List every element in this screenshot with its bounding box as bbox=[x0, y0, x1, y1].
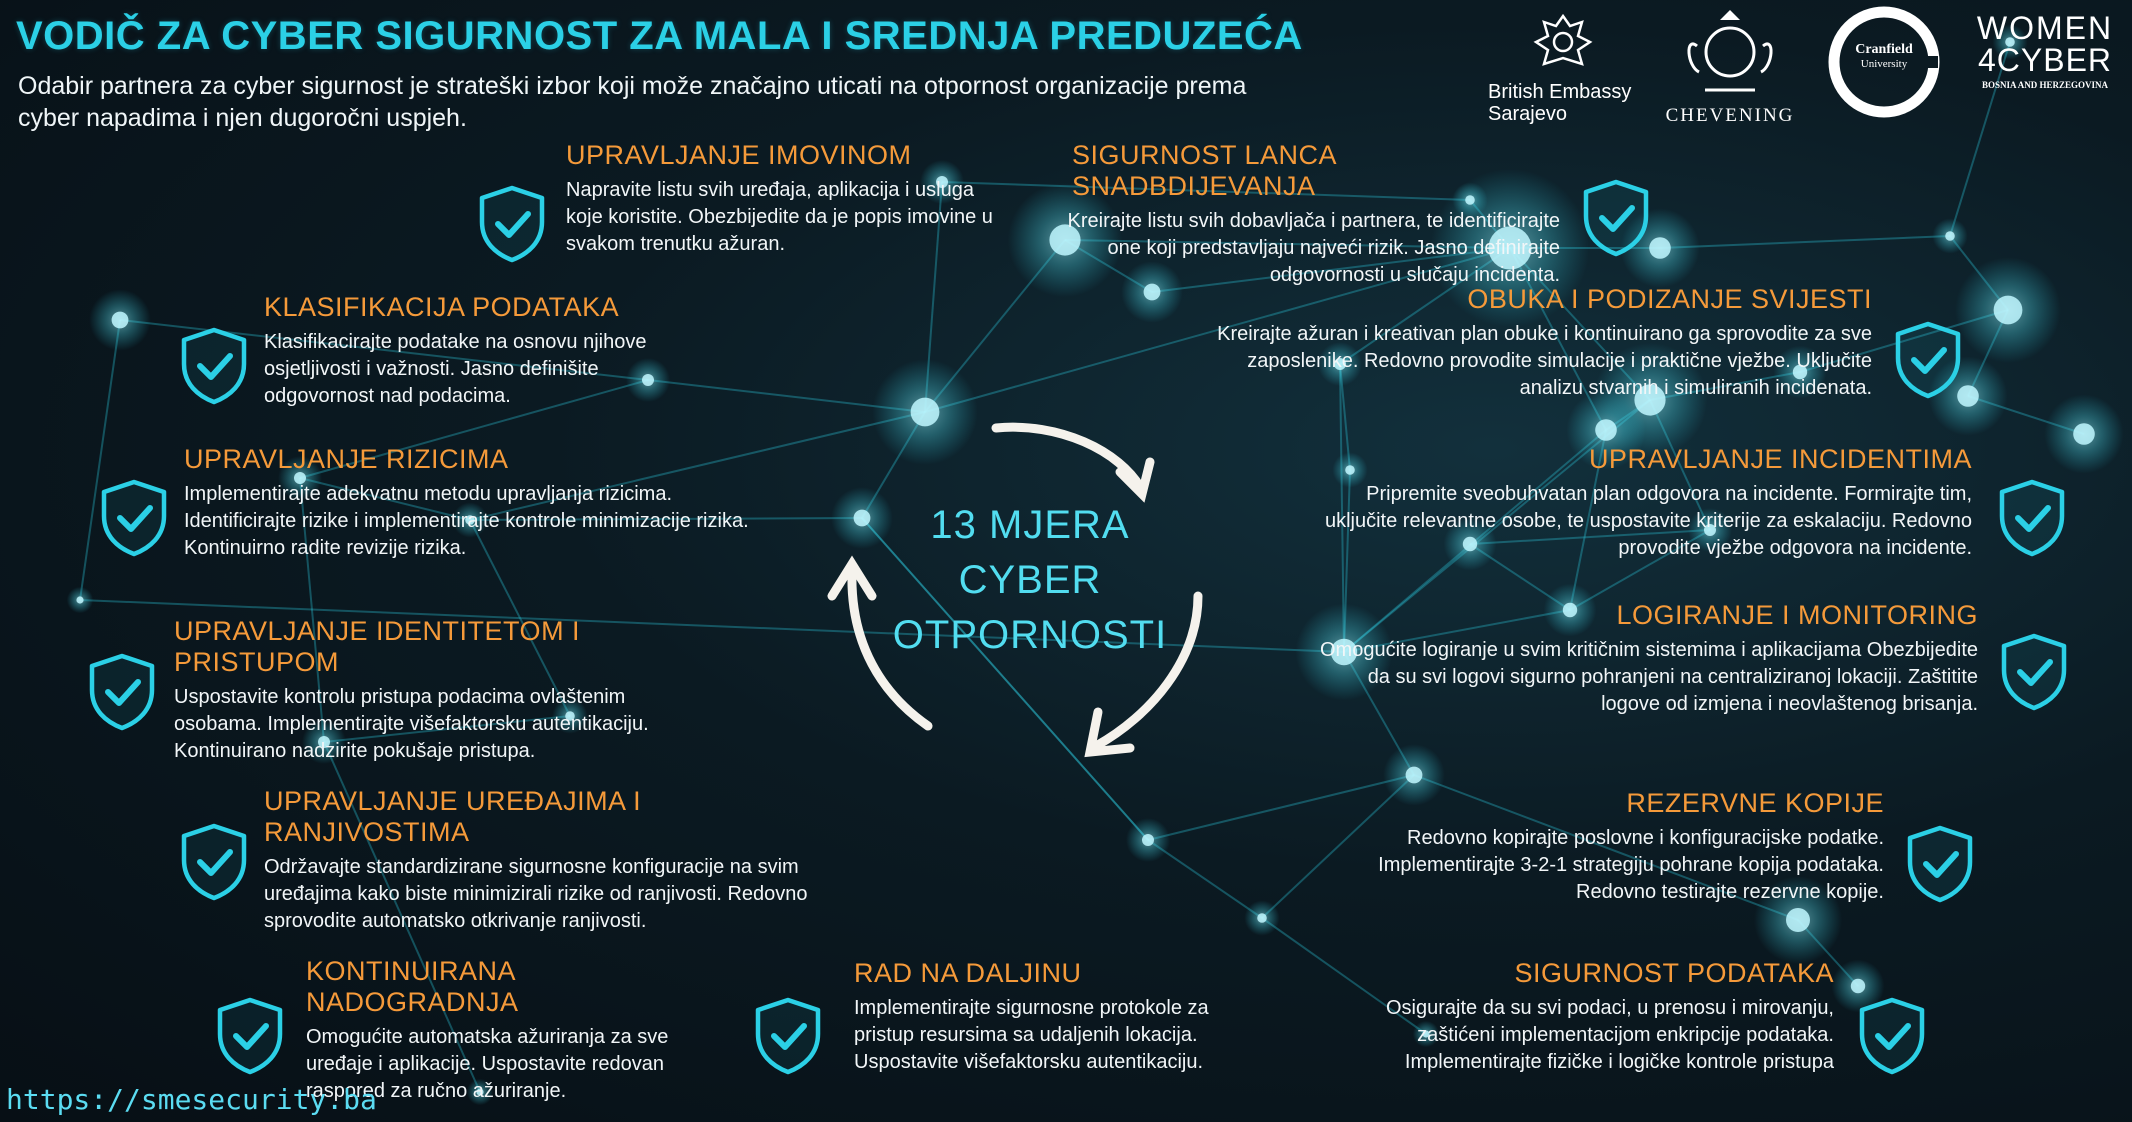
crest-icon bbox=[1528, 12, 1598, 76]
section-title: SIGURNOST LANCA SNADBDIJEVANJA bbox=[1072, 140, 1336, 201]
network-node bbox=[1851, 979, 1865, 993]
section-title: LOGIRANJE I MONITORING bbox=[1616, 600, 1978, 630]
network-node bbox=[1142, 834, 1154, 846]
section-title: REZERVNE KOPIJE bbox=[1626, 788, 1884, 818]
center-line-1: 13 MJERA bbox=[930, 503, 1130, 547]
network-node bbox=[1945, 231, 1955, 241]
section-title: UPRAVLJANJE RIZICIMA bbox=[184, 444, 509, 474]
section-text: Omogućite logiranje u svim kritičnim sistemima i aplikacijama Obezbijedite da su svi logovi sigurno pohranjeni na centraliziranoj lokaciji. Zaštitite logove od izmjena i neovlaštenog brisanja. bbox=[1319, 639, 1978, 715]
chevening-logo bbox=[1660, 6, 1800, 127]
chevening-text: CHEVENING bbox=[1665, 105, 1795, 126]
shield-check-icon bbox=[1892, 320, 1964, 400]
shield-check-icon bbox=[1998, 632, 2070, 712]
section-title: UPRAVLJANJE UREĐAJIMA I RANJIVOSTIMA bbox=[264, 786, 642, 847]
section-text: Omogućite automatska ažuriranja za sve uređaje i aplikacije. Uspostavite redovan raspored za ručno ažuriranje. bbox=[306, 1026, 669, 1102]
network-node bbox=[1786, 908, 1810, 932]
shield-check-icon bbox=[214, 996, 286, 1076]
network-node bbox=[1649, 237, 1671, 259]
women4cyber-line2: 4CYBER bbox=[1977, 42, 2113, 78]
section-title: SIGURNOST PODATAKA bbox=[1514, 958, 1834, 988]
shield-check-icon bbox=[1904, 824, 1976, 904]
section-text: Kreirajte ažuran i kreativan plan obuke i kontinuirano ga sprovodite za sve zaposlenike. Redovno provodite simulacije i praktične vježbe. Uključite analizu stvarnih i simuliranih incidenata. bbox=[1217, 323, 1872, 399]
network-node bbox=[76, 596, 83, 603]
women4cyber-line1: WOMEN bbox=[1976, 10, 2114, 46]
crest-icon bbox=[1675, 6, 1785, 100]
section-obuka bbox=[1200, 284, 1872, 402]
british-embassy-logo bbox=[1488, 12, 1638, 125]
center-line-2: CYBER bbox=[958, 558, 1102, 602]
british-embassy-text: British Embassy Sarajevo bbox=[1488, 81, 1632, 125]
section-text: Uspostavite kontrolu pristupa podacima ovlaštenim osobama. Implementirajte višefaktorsku autentikaciju. Kontinuirano nadzirite pokušaje pristupa. bbox=[174, 686, 649, 762]
shield-check-icon bbox=[1856, 996, 1928, 1076]
section-sigurnost-lanca bbox=[1050, 140, 1560, 289]
cranfield-name: Cranfield bbox=[1855, 42, 1913, 57]
section-title: OBUKA I PODIZANJE SVIJESTI bbox=[1467, 284, 1872, 314]
section-logiranje bbox=[1310, 600, 1978, 718]
shield-check-icon bbox=[476, 184, 548, 264]
section-upravljanje-uredjajima bbox=[264, 786, 844, 935]
section-text: Napravite listu svih uređaja, aplikacija i usluga koje koristite. Obezbijedite da je popis imovine u svakom trenutku ažuran. bbox=[566, 179, 993, 255]
section-title: KLASIFIKACIJA PODATAKA bbox=[264, 292, 620, 322]
shield-check-icon bbox=[1996, 478, 2068, 558]
page-subtitle: Odabir partnera za cyber sigurnost je strateški izbor koji može značajno uticati na otpornost organizacije prema cyber napadima i njen dugoročni uspjeh. bbox=[18, 72, 1247, 132]
network-link bbox=[80, 320, 120, 600]
section-text: Klasifikacirajte podatake na osnovu njihove osjetljivosti i važnosti. Jasno definišite odgovornost nad podacima. bbox=[264, 331, 647, 407]
shield-check-icon bbox=[86, 652, 158, 732]
section-title: UPRAVLJANJE IDENTITETOM I PRISTUPOM bbox=[174, 616, 581, 677]
section-title: UPRAVLJANJE INCIDENTIMA bbox=[1588, 444, 1972, 474]
section-klasifikacija-podataka bbox=[264, 292, 704, 410]
section-text: Pripremite sveobuhvatan plan odgovora na incidente. Formirajte tim, uključite relevantne osobe, te uspostavite kriterije za eskalaciju. Redovno provodite vježbe odgovora na incidente. bbox=[1324, 483, 1972, 559]
cranfield-sub: University bbox=[1860, 58, 1908, 70]
shield-check-icon bbox=[178, 326, 250, 406]
network-node bbox=[112, 312, 129, 329]
section-upravljanje-incidentima bbox=[1310, 444, 1972, 562]
section-title: RAD NA DALJINU bbox=[854, 958, 1082, 988]
section-text: Implementirajte adekvatnu metodu upravljanja rizicima. Identificirajte rizike i implementirajte kontrole minimizacije rizika. Kontinuirno radite revizije rizika. bbox=[184, 483, 749, 559]
section-text: Implementirajte sigurnosne protokole za pristup resursima sa udaljenih lokacija. Uspostavite višefaktorsku autentikaciju. bbox=[854, 997, 1209, 1073]
network-node bbox=[2073, 423, 2095, 445]
women4cyber-logo bbox=[1964, 12, 2126, 90]
network-node bbox=[1406, 767, 1423, 784]
shield-check-icon bbox=[752, 996, 824, 1076]
section-sigurnost-podataka bbox=[1316, 958, 1834, 1076]
website-link[interactable]: https://smesecurity.ba bbox=[6, 1083, 377, 1116]
page-title: VODIČ ZA CYBER SIGURNOST ZA MALA I SREDNJA PREDUZEĆA bbox=[16, 14, 1303, 58]
section-text: Redovno kopirajte poslovne i konfiguracijske podatke. Implementirajte 3-2-1 strategiju pohrane kopija podataka. Redovno testirajte rezervne kopije. bbox=[1378, 827, 1884, 903]
section-rezervne-kopije bbox=[1336, 788, 1884, 906]
center-label bbox=[880, 498, 1180, 663]
section-text: Kreirajte listu svih dobavljača i partnera, te identificirajte one koji predstavljaju najveći rizik. Jasno definirajte odgovornosti u slučaju incidenta. bbox=[1067, 210, 1560, 286]
network-node bbox=[1994, 296, 2023, 325]
section-upravljanje-identitetom bbox=[174, 616, 714, 765]
section-title: KONTINUIRANA NADOGRADNJA bbox=[306, 956, 519, 1017]
section-text: Osigurajte da su svi podaci, u prenosu i mirovanju, zaštićeni implementacijom enkripcije podataka. Implementirajte fizičke i logičke kontrole pristupa bbox=[1385, 997, 1834, 1073]
section-title: UPRAVLJANJE IMOVINOM bbox=[566, 140, 912, 170]
section-text: Održavajte standardizirane sigurnosne konfiguracije na svim uređajima kako biste minimizirali rizike od ranjivosti. Redovno sprovodite automatsko otkrivanje ranjivosti. bbox=[264, 856, 808, 932]
network-node bbox=[1257, 913, 1267, 923]
center-line-3: OTPORNOSTI bbox=[892, 613, 1168, 657]
shield-check-icon bbox=[1580, 178, 1652, 258]
cranfield-logo bbox=[1826, 4, 1942, 120]
network-node bbox=[1595, 419, 1617, 441]
shield-check-icon bbox=[178, 822, 250, 902]
section-upravljanje-rizicima bbox=[184, 444, 764, 562]
section-rad-na-daljinu bbox=[854, 958, 1274, 1076]
women4cyber-line3: BOSNIA AND HERZEGOVINA bbox=[1981, 80, 2109, 90]
network-link bbox=[1660, 236, 1950, 248]
section-upravljanje-imovinom bbox=[566, 140, 1006, 258]
shield-check-icon bbox=[98, 478, 170, 558]
